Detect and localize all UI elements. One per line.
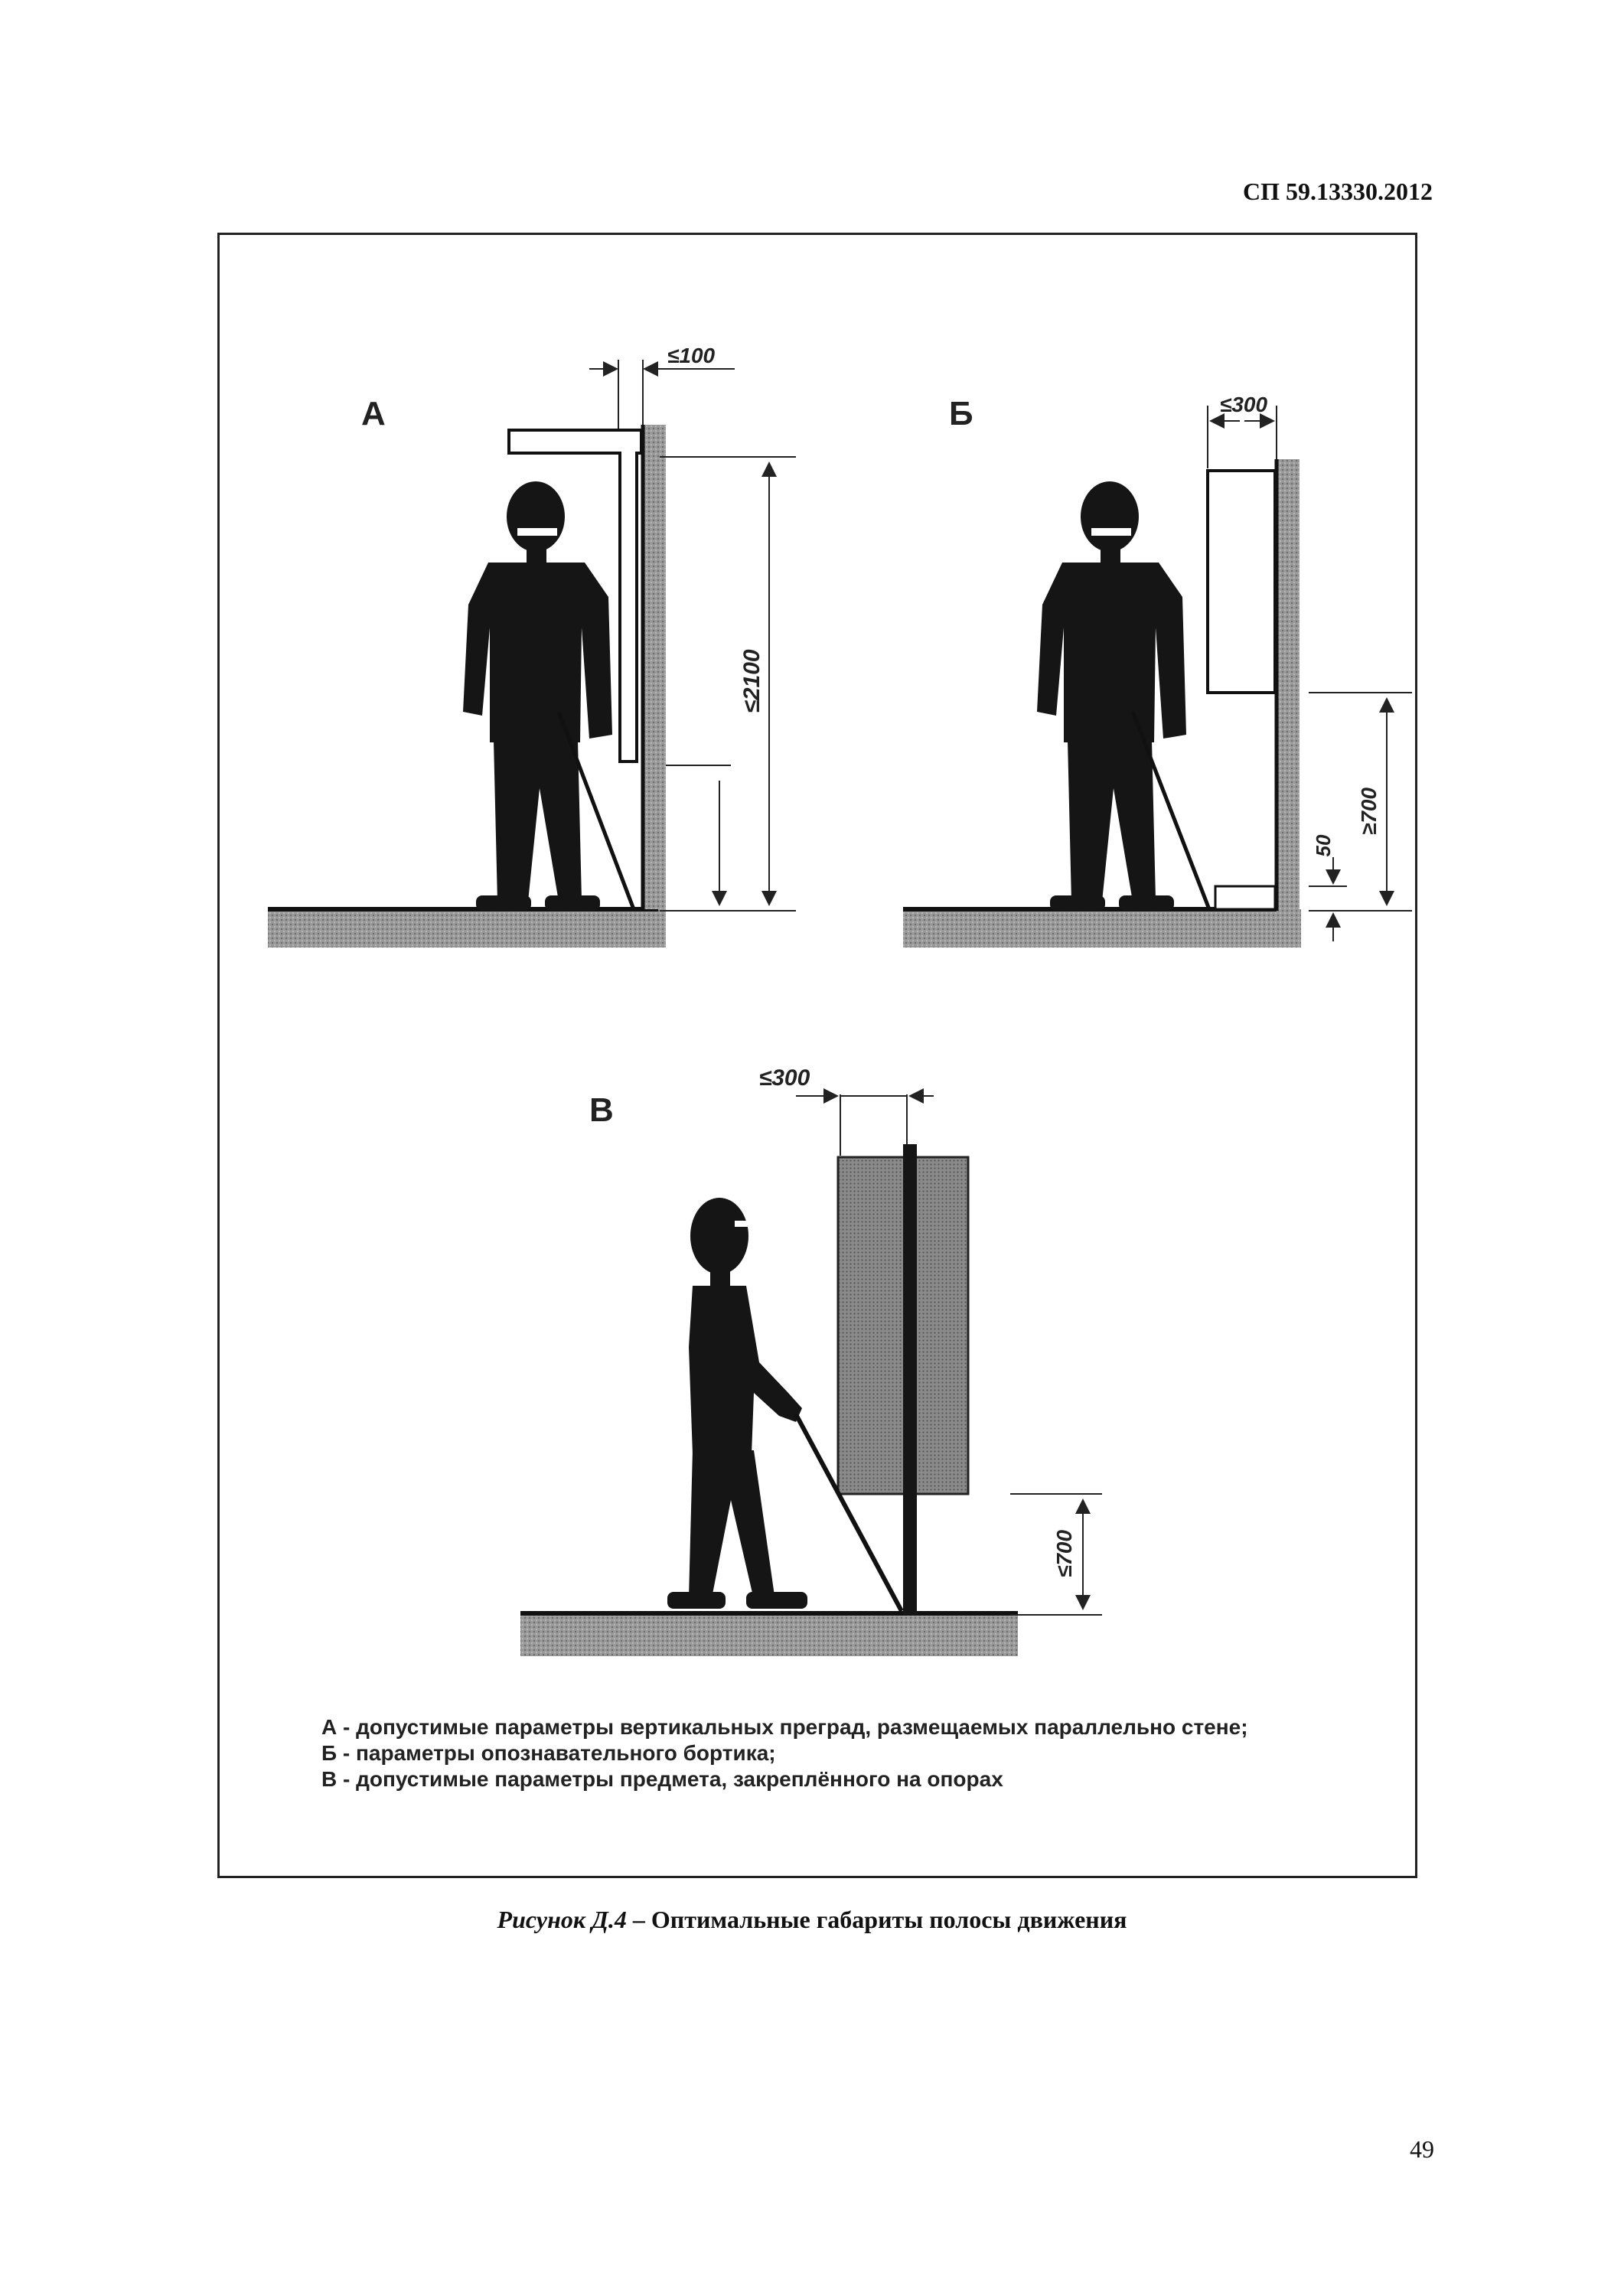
panel-v bbox=[520, 1065, 1102, 1656]
panel-b bbox=[903, 393, 1412, 947]
panel-a bbox=[268, 344, 796, 947]
panel-a-wall bbox=[643, 425, 666, 909]
panel-b-floor bbox=[903, 909, 1301, 947]
panel-v-post bbox=[903, 1144, 917, 1615]
panel-a-person bbox=[463, 481, 634, 911]
panel-a-dim-top: ≤100 bbox=[667, 344, 716, 367]
legend-item: В - допустимые параметры предмета, закреплённого на опорах bbox=[321, 1767, 1003, 1791]
page-number: 49 bbox=[1410, 2135, 1434, 2163]
panel-v-label: В bbox=[589, 1091, 614, 1129]
caption-dash: – bbox=[626, 1906, 651, 1933]
figure-caption bbox=[0, 1906, 1624, 1934]
panel-a-floor bbox=[268, 909, 666, 947]
panel-b-wall bbox=[1277, 459, 1300, 911]
panel-b-dim-kerb: 50 bbox=[1312, 834, 1335, 857]
caption-label: Рисунок Д.4 bbox=[497, 1906, 627, 1933]
figure-legend bbox=[321, 1714, 1248, 1792]
panel-b-person bbox=[1037, 481, 1209, 911]
panel-b-dim-top: ≤300 bbox=[1219, 393, 1268, 416]
panel-a-dim-height: ≤2100 bbox=[739, 649, 765, 713]
panel-b-dim-height: ≥700 bbox=[1357, 787, 1381, 836]
panel-b-kerb bbox=[1215, 886, 1275, 909]
panel-b-label: Б bbox=[949, 395, 973, 432]
panel-v-dim-height: ≤700 bbox=[1052, 1529, 1076, 1578]
caption-text: Оптимальные габариты полосы движения bbox=[651, 1906, 1127, 1933]
panel-v-dim-top: ≤300 bbox=[758, 1065, 810, 1091]
panel-b-object bbox=[1208, 471, 1275, 693]
panel-v-floor bbox=[520, 1613, 1018, 1656]
panel-a-label: А bbox=[361, 395, 386, 432]
legend-item: Б - параметры опознавательного бортика; bbox=[321, 1741, 776, 1765]
legend-item: А - допустимые параметры вертикальных преград, размещаемых параллельно стене; bbox=[321, 1715, 1248, 1739]
document-code: СП 59.13330.2012 bbox=[1243, 178, 1433, 205]
